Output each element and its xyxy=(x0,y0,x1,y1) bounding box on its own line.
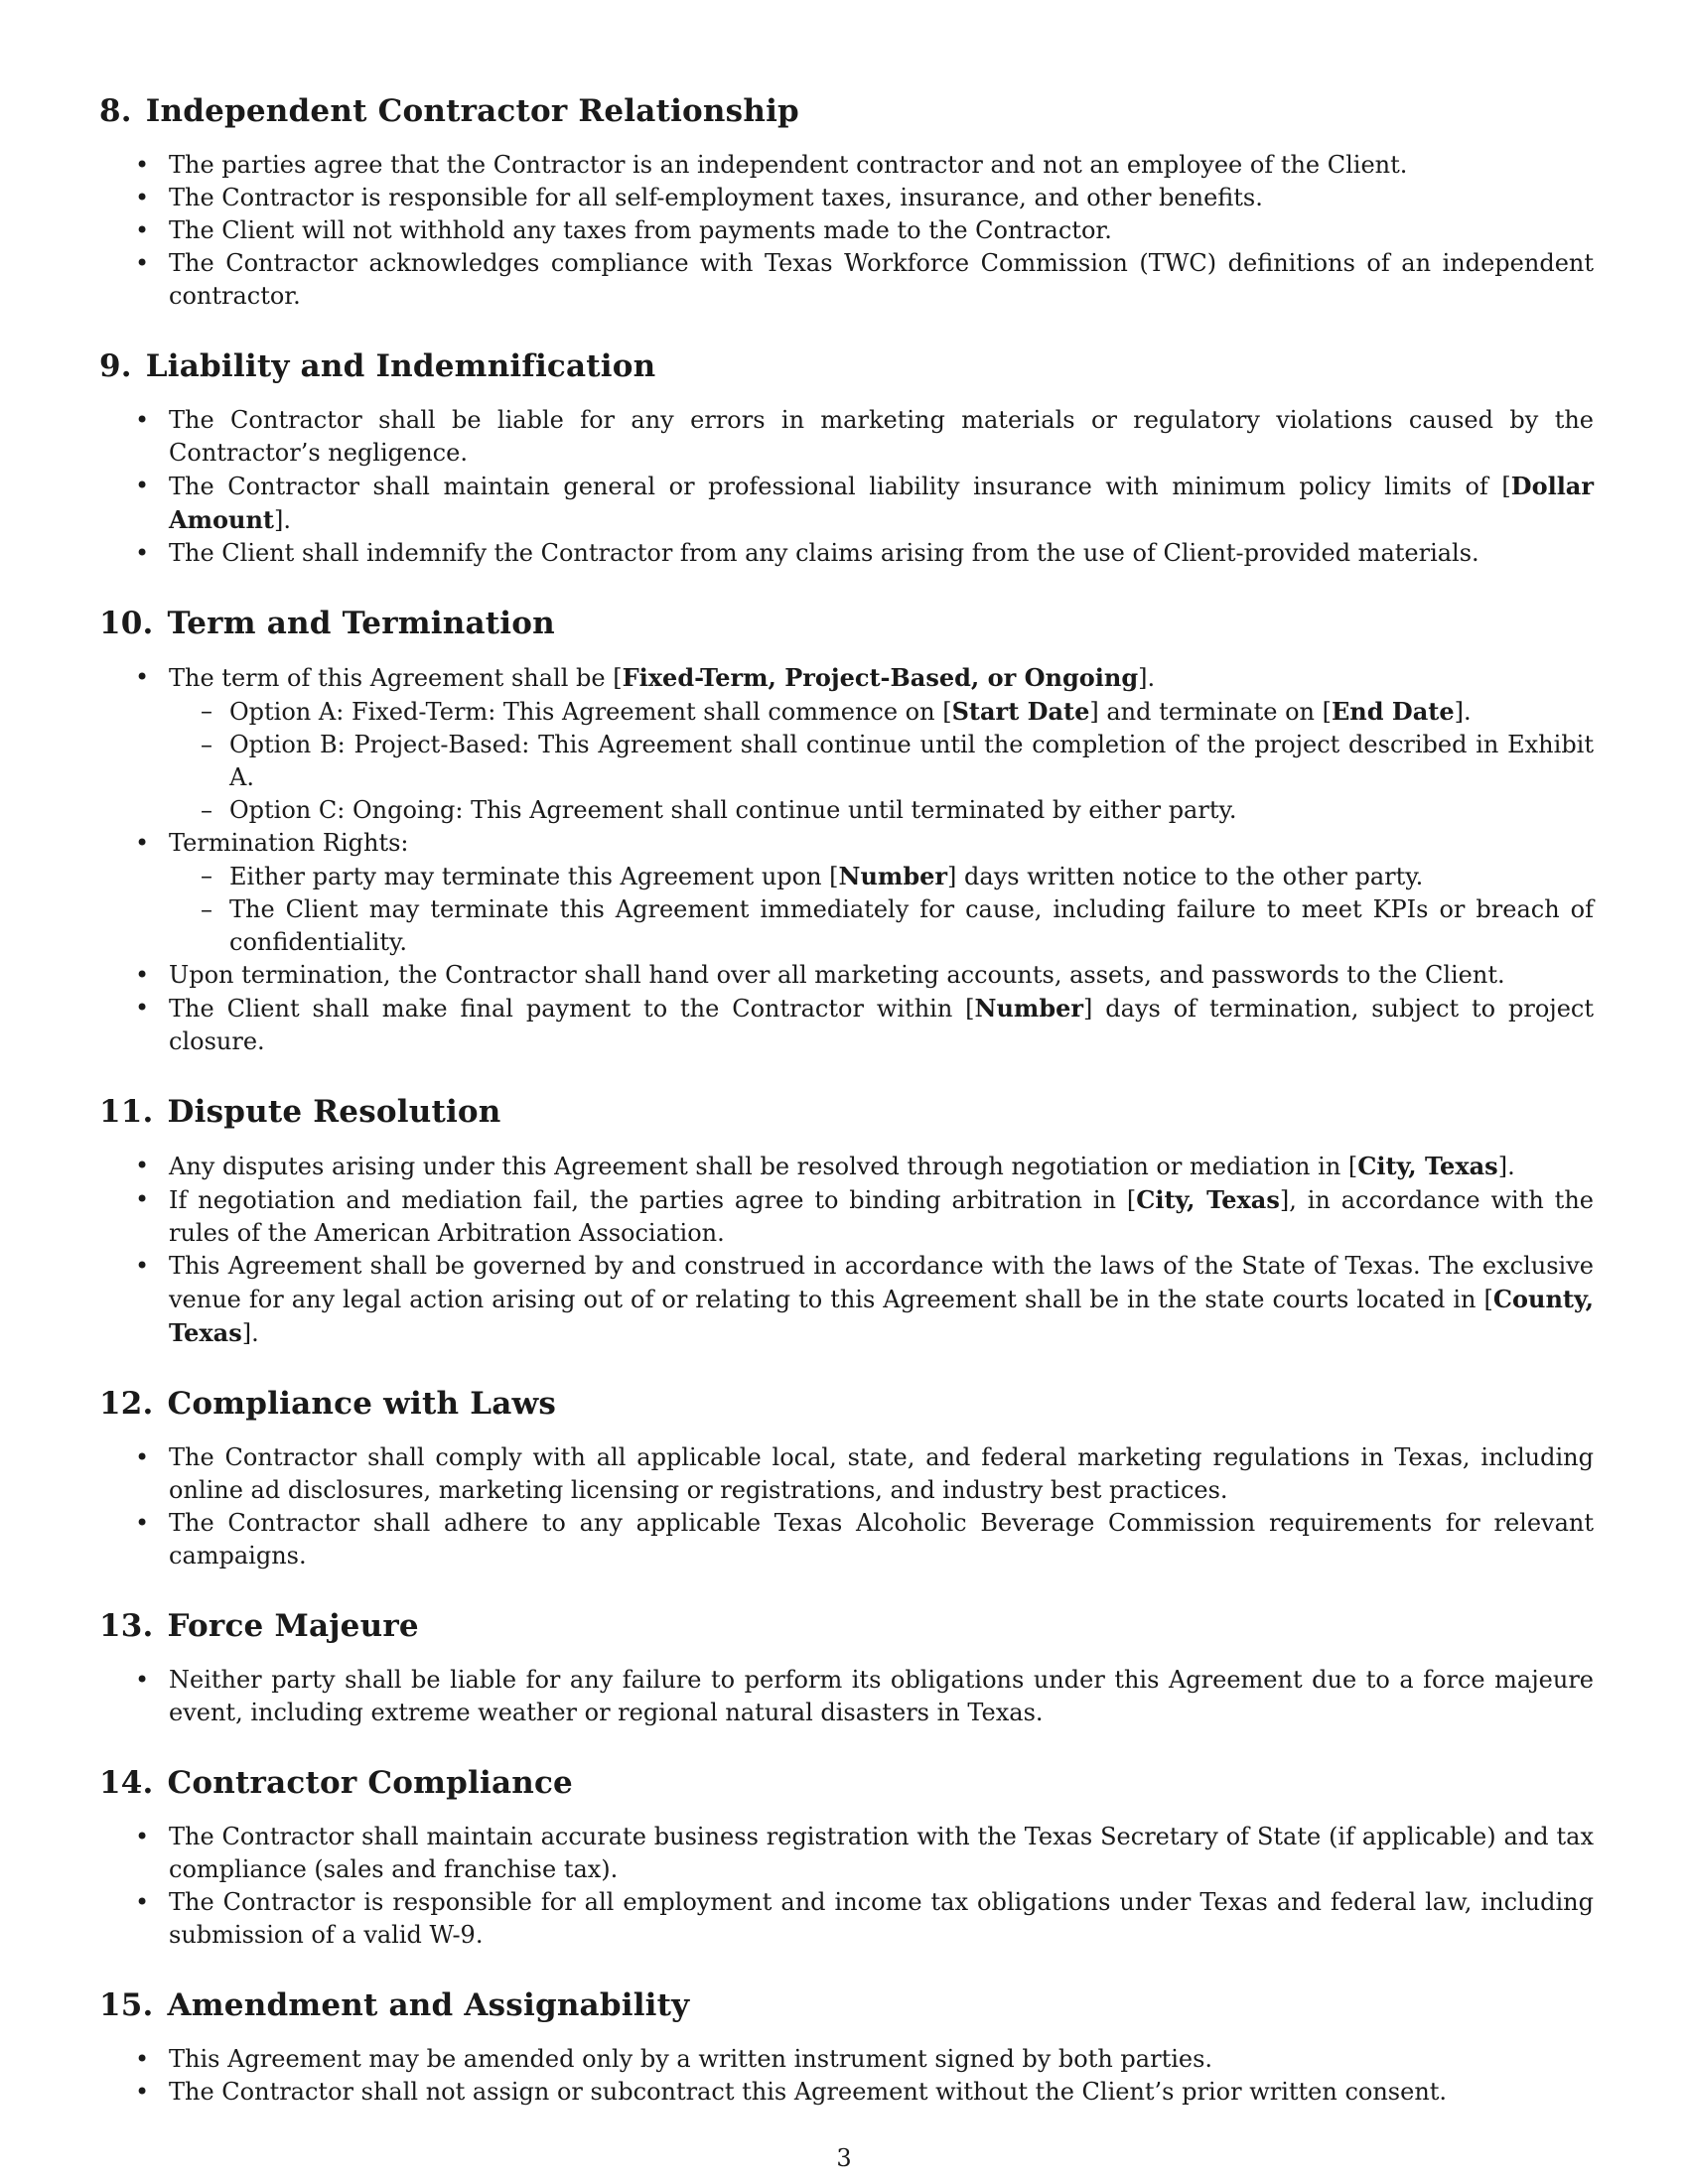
placeholder-field: Number xyxy=(838,862,948,890)
placeholder-field: Fixed-Term, Project-Based, or Ongoing xyxy=(622,663,1139,692)
text-run: ]. xyxy=(1138,664,1156,692)
section-title: Force Majeure xyxy=(167,1608,419,1644)
placeholder-field: End Date xyxy=(1332,697,1455,726)
text-run: The Contractor shall maintain accurate business registration with the Texas Secretary of State (if applicable) and tax compliance (sales and franchise tax). xyxy=(169,1823,1594,1883)
list-item xyxy=(99,1664,1594,1729)
document-page xyxy=(99,91,1594,2142)
sub-list-item xyxy=(169,729,1594,794)
bullet-list xyxy=(99,1150,1594,1350)
section-title: Compliance with Laws xyxy=(167,1386,557,1422)
list-item xyxy=(99,1441,1594,1507)
section-number: 14. xyxy=(99,1765,154,1801)
bullet-list xyxy=(99,149,1594,313)
placeholder-field: Number xyxy=(974,994,1084,1023)
page-number: 3 xyxy=(836,2144,852,2172)
text-run: ]. xyxy=(1454,698,1472,726)
section-number: 11. xyxy=(99,1094,154,1130)
text-run: ]. xyxy=(241,1319,259,1347)
section-title: Liability and Indemnification xyxy=(145,348,656,384)
bullet-list xyxy=(99,1441,1594,1572)
bullet-list xyxy=(99,2043,1594,2109)
bullet-list xyxy=(99,404,1594,570)
list-item xyxy=(99,1183,1594,1250)
text-run: Termination Rights: xyxy=(169,829,409,857)
section-heading xyxy=(99,1606,1594,1646)
text-run: The Contractor is responsible for all employment and income tax obligations under Texas and federal law, including submission of a valid W-9. xyxy=(169,1888,1594,1949)
section-heading xyxy=(99,91,1594,131)
text-run: ] days written notice to the other party. xyxy=(947,863,1424,890)
section-heading xyxy=(99,1092,1594,1132)
list-item xyxy=(99,214,1594,247)
text-run: The Client may terminate this Agreement immediately for cause, including failure to meet KPIs or breach of confidentiality. xyxy=(229,895,1594,956)
list-item xyxy=(99,2043,1594,2076)
list-item xyxy=(99,1507,1594,1572)
section-number: 9. xyxy=(99,348,132,384)
list-item xyxy=(99,182,1594,214)
text-run: Option B: Project-Based: This Agreement shall continue until the completion of the project described in Exhibit A. xyxy=(229,731,1594,791)
section-heading xyxy=(99,346,1594,386)
text-run: The Contractor is responsible for all self-employment taxes, insurance, and other benefits. xyxy=(169,184,1263,211)
text-run: The Contractor shall be liable for any errors in marketing materials or regulatory violations caused by the Contractor’s negligence. xyxy=(169,406,1594,467)
sub-list-item xyxy=(169,695,1594,729)
text-run: The Contractor shall maintain general or professional liability insurance with minimum policy limits of [ xyxy=(169,473,1511,500)
section-heading xyxy=(99,1985,1594,2025)
text-run: The term of this Agreement shall be [ xyxy=(169,664,623,692)
bullet-list xyxy=(99,1821,1594,1952)
section xyxy=(99,1763,1594,1952)
sub-list xyxy=(169,860,1594,959)
sub-list-item xyxy=(169,794,1594,827)
section-number: 10. xyxy=(99,606,154,641)
list-item xyxy=(99,2076,1594,2109)
text-run: Option C: Ongoing: This Agreement shall continue until terminated by either party. xyxy=(229,796,1237,824)
text-run: Upon termination, the Contractor shall hand over all marketing accounts, assets, and passwords to the Client. xyxy=(169,961,1505,989)
list-item xyxy=(99,149,1594,182)
text-run: Option A: Fixed-Term: This Agreement shall commence on [ xyxy=(229,698,952,726)
section-heading xyxy=(99,1384,1594,1424)
list-item xyxy=(99,661,1594,827)
section-title: Dispute Resolution xyxy=(167,1094,501,1130)
text-run: ] days of termination, subject to project closure. xyxy=(169,995,1594,1055)
section-number: 12. xyxy=(99,1386,154,1422)
section xyxy=(99,1092,1594,1350)
section-heading xyxy=(99,604,1594,643)
list-item xyxy=(99,1150,1594,1183)
list-item xyxy=(99,537,1594,570)
text-run: The Contractor acknowledges compliance with Texas Workforce Commission (TWC) definitions of an independent contractor. xyxy=(169,249,1594,310)
text-run: Neither party shall be liable for any failure to perform its obligations under this Agreement due to a force majeure event, including extreme weather or regional natural disasters in Texas. xyxy=(169,1666,1594,1726)
section xyxy=(99,1606,1594,1729)
section-title: Amendment and Assignability xyxy=(167,1987,690,2023)
text-run: ]. xyxy=(274,506,292,534)
list-item xyxy=(99,1821,1594,1886)
section-number: 15. xyxy=(99,1987,154,2023)
placeholder-field: City, Texas xyxy=(1136,1185,1280,1214)
bullet-list xyxy=(99,1664,1594,1729)
list-item xyxy=(99,1886,1594,1952)
list-item xyxy=(99,470,1594,537)
text-run: This Agreement shall be governed by and construed in accordance with the laws of the State of Texas. The exclusive venue for any legal action arising out of or relating to this Agreement shall be in the state courts located in [ xyxy=(169,1252,1594,1313)
section xyxy=(99,346,1594,570)
text-run: ]. xyxy=(1497,1153,1515,1180)
text-run: The Contractor shall adhere to any applicable Texas Alcoholic Beverage Commission requirements for relevant campaigns. xyxy=(169,1509,1594,1570)
text-run: This Agreement may be amended only by a written instrument signed by both parties. xyxy=(169,2045,1213,2073)
text-run: Either party may terminate this Agreement upon [ xyxy=(229,863,839,890)
placeholder-field: City, Texas xyxy=(1357,1152,1498,1180)
sub-list-item xyxy=(169,893,1594,959)
list-item xyxy=(99,959,1594,992)
sub-list xyxy=(169,695,1594,827)
list-item xyxy=(99,247,1594,313)
text-run: If negotiation and mediation fail, the parties agree to binding arbitration in [ xyxy=(169,1186,1137,1214)
section-title: Independent Contractor Relationship xyxy=(145,93,799,129)
section xyxy=(99,604,1594,1058)
list-item xyxy=(99,827,1594,959)
placeholder-field: Dollar Amount xyxy=(169,472,1594,534)
text-run: The Contractor shall comply with all applicable local, state, and federal marketing regulations in Texas, including online ad disclosures, marketing licensing or registrations, and industry best practices. xyxy=(169,1443,1594,1504)
text-run: The Contractor shall not assign or subcontract this Agreement without the Client’s prior written consent. xyxy=(169,2078,1448,2106)
section-title: Term and Termination xyxy=(167,606,555,641)
text-run: Any disputes arising under this Agreement shall be resolved through negotiation or mediation in [ xyxy=(169,1153,1358,1180)
text-run: The parties agree that the Contractor is an independent contractor and not an employee of the Client. xyxy=(169,151,1408,179)
section-heading xyxy=(99,1763,1594,1803)
section-number: 13. xyxy=(99,1608,154,1644)
placeholder-field: County, Texas xyxy=(169,1285,1594,1347)
text-run: ], in accordance with the rules of the American Arbitration Association. xyxy=(169,1186,1594,1247)
section-number: 8. xyxy=(99,93,132,129)
section xyxy=(99,91,1594,313)
text-run: The Client will not withhold any taxes from payments made to the Contractor. xyxy=(169,216,1112,244)
text-run: ] and terminate on [ xyxy=(1089,698,1333,726)
placeholder-field: Start Date xyxy=(951,697,1090,726)
sub-list-item xyxy=(169,860,1594,893)
section-title: Contractor Compliance xyxy=(167,1765,573,1801)
list-item xyxy=(99,992,1594,1058)
section xyxy=(99,1384,1594,1572)
text-run: The Client shall indemnify the Contractor from any claims arising from the use of Client-provided materials. xyxy=(169,539,1479,567)
bullet-list xyxy=(99,661,1594,1058)
list-item xyxy=(99,1250,1594,1350)
text-run: The Client shall make final payment to the Contractor within [ xyxy=(169,995,975,1023)
section xyxy=(99,1985,1594,2109)
list-item xyxy=(99,404,1594,470)
